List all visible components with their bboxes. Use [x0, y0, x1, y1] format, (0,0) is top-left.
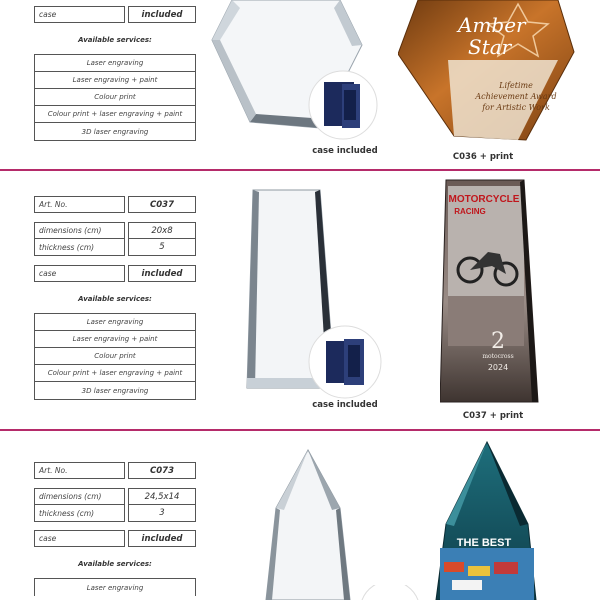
service-item: Colour print + laser engraving + paint — [35, 106, 195, 123]
case-value: included — [128, 265, 196, 282]
case-value: included — [128, 6, 196, 23]
dimensions-value: 20x8 — [128, 222, 196, 239]
thickness-value: 5 — [128, 239, 196, 256]
service-item: Laser engraving — [35, 55, 195, 72]
case-caption: case included — [312, 400, 378, 410]
case-caption: case included — [312, 146, 378, 156]
print-line5: for Artistic Work — [482, 103, 550, 112]
section-divider — [0, 169, 600, 171]
print-title: Amber — [458, 13, 526, 37]
thickness-value: 3 — [128, 505, 196, 522]
printed-trophy-image — [440, 178, 540, 406]
service-item: Colour print — [35, 348, 195, 365]
print-subtitle: RACING — [454, 207, 486, 216]
presentation-case-image — [308, 325, 382, 399]
print-line3: Lifetime — [499, 81, 533, 90]
thickness-label: thickness (cm) — [34, 239, 125, 256]
print-title: THE BEST — [456, 537, 512, 549]
print-year: 2024 — [487, 363, 509, 372]
services-title: Available services: — [78, 295, 152, 303]
service-item: 3D laser engraving — [81, 127, 149, 136]
dimensions-label: dimensions (cm) — [34, 488, 125, 505]
services-table — [34, 578, 196, 596]
art-no-label: Art. No. — [34, 196, 125, 213]
print-subtitle: Star — [468, 35, 512, 59]
print-line4: Achievement Award — [475, 92, 557, 101]
service-item: Laser engraving — [35, 314, 195, 331]
print-caption: C036 + print — [452, 152, 514, 162]
printed-trophy-image — [398, 0, 578, 148]
service-item: Laser engraving + paint — [35, 331, 195, 348]
service-item: 3D laser engraving — [81, 386, 149, 395]
crystal-trophy-image — [258, 448, 358, 600]
service-item: Laser engraving — [86, 583, 144, 592]
case-value: included — [128, 530, 196, 547]
service-item: Colour print — [35, 89, 195, 106]
services-title: Available services: — [78, 560, 152, 568]
art-no-value: C073 — [128, 462, 196, 479]
art-no-value: C037 — [128, 196, 196, 213]
case-label: case — [34, 6, 125, 23]
print-caption: C037 + print — [462, 411, 524, 421]
services-title: Available services: — [78, 36, 152, 44]
print-event: motocross — [482, 353, 514, 360]
service-item: Colour print + laser engraving + paint — [35, 365, 195, 382]
print-number: 2 — [491, 329, 505, 354]
presentation-case-image — [360, 585, 420, 600]
presentation-case-image — [308, 70, 378, 140]
case-label: case — [34, 265, 125, 282]
case-label: case — [34, 530, 125, 547]
services-table — [34, 54, 196, 141]
thickness-label: thickness (cm) — [34, 505, 125, 522]
section-divider — [0, 429, 600, 431]
dimensions-value: 24,5x14 — [128, 488, 196, 505]
dimensions-label: dimensions (cm) — [34, 222, 125, 239]
art-no-label: Art. No. — [34, 462, 125, 479]
print-title: MOTORCYCLE — [448, 194, 520, 205]
services-table — [34, 313, 196, 400]
printed-trophy-image — [432, 440, 542, 600]
service-item: Laser engraving + paint — [35, 72, 195, 89]
